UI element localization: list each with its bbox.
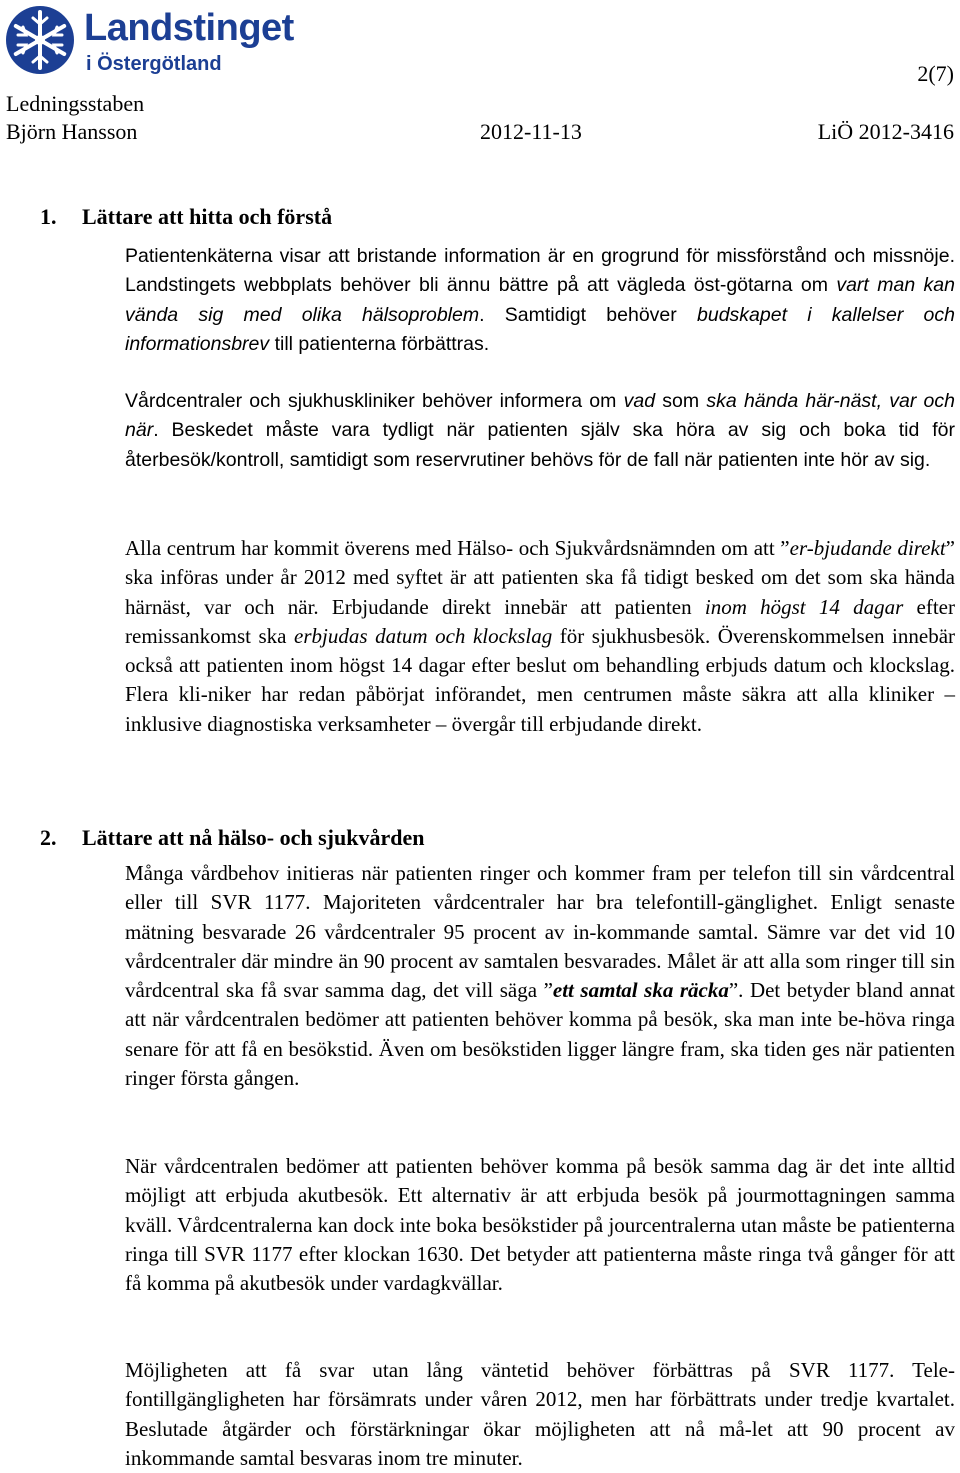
section-1-title: Lättare att hitta och förstå xyxy=(82,204,333,229)
section-2-paragraph-3: Möjligheten att få svar utan lång väntetid behöver förbättras på SVR 1177. Tele-fontillgängligheten har försämrats under våren 2012, men har förbättrats under tredje kvartalet. Beslutade åtgärder och förstärkningar ökar möjligheten att nå må-let att 90 procent av inkommande samtal besvaras inom tre minuter. xyxy=(125,1358,955,1470)
emphasis: budskapet i kallelser och informationsbrev xyxy=(125,303,955,355)
text-run: . Samtidigt behöver xyxy=(479,303,697,326)
emphasis: vad xyxy=(623,390,656,412)
department: Ledningsstaben xyxy=(6,91,145,116)
page-number: 2(7) xyxy=(917,61,954,86)
section-1-paragraph-3 xyxy=(125,534,955,739)
text-run: efter remissankomst ska xyxy=(125,594,955,648)
emphasis: ska hända här-näst, var och när xyxy=(125,390,955,442)
section-1-paragraph-2 xyxy=(125,387,955,475)
section-2-heading xyxy=(40,824,424,852)
text-run: för sjukhusbesök. Överenskommelsen innebär också att patienten inom högst 14 dagar efter beslut om behandling erbjuds datum och klockslag. Flera kli-niker har redan påbörjat införandet, men centrumen måste säkra att alla kliniker – inklusive diagnostiska verksamheter – övergår till erbjudande direkt. xyxy=(125,623,956,736)
text-run: Patientenkäterna visar att bristande information är en grogrund för missförstånd och missnöje. Landstingets webbplats behöver bli ännu bättre på att vägleda öst-götarna om xyxy=(125,245,955,297)
section-1-paragraph-1 xyxy=(125,242,955,359)
emphasis: vart man kan vända sig med olika hälsoproblem xyxy=(125,274,955,326)
emphasis: ett samtal ska räcka xyxy=(552,978,729,1003)
text-run: ”. Det betyder bland annat att när vårdcentralen bedömer att patienten behöver komma på besök, ska man inte be-höva ringa senare för att få en besökstid. Även om besökstiden ligger längre fram, ska tiden ges när patienten ringer första gången. xyxy=(125,978,955,1091)
section-1-number: 1. xyxy=(40,204,57,229)
section-1-heading xyxy=(40,203,332,231)
text-run: Många vårdbehov initieras när patienten ringer och kommer fram per telefon till sin vårdcentral eller till SVR 1177. Majoriteten vårdcentraler har bra telefontill-gänglighet. Enligt senaste mätning besvarade 26 vårdcentraler 95 procent av in-kommande samtal. Sämre var det vid 10 vårdcentraler där mindre än 90 procent av samtalen besvarades. Målet är att alla som ringer till sin vårdcentral ska få svar samma dag, det vill säga ” xyxy=(125,861,955,1003)
text-run: . Beskedet måste vara tydligt när patienten själv ska höra av sig och boka tid för återbesök/kontroll, samtidigt som reservrutiner behövs för de fall när patienten inte hör av sig. xyxy=(125,419,955,471)
author: Björn Hansson xyxy=(6,119,138,144)
emphasis: erbjudas datum och klockslag xyxy=(294,623,553,648)
text-run: till patienterna förbättras. xyxy=(269,332,490,355)
section-2-title: Lättare att nå hälso- och sjukvården xyxy=(82,825,425,850)
landstinget-logo xyxy=(4,2,324,82)
emphasis: inom högst 14 dagar xyxy=(704,594,904,619)
text-run: som xyxy=(655,390,707,412)
logo-subtitle: i Östergötland xyxy=(86,53,222,75)
text-run: Alla centrum har kommit överens med Hälso- och Sjukvårdsnämnden om att ” xyxy=(125,536,790,560)
emphasis: er-bjudande direkt xyxy=(789,536,946,560)
text-run: Vårdcentraler och sjukhuskliniker behöver informera om xyxy=(125,390,624,412)
logo-wordmark: Landstinget xyxy=(84,7,294,49)
document-date: 2012-11-13 xyxy=(480,119,582,144)
section-2-number: 2. xyxy=(40,825,57,850)
section-2-paragraph-2: När vårdcentralen bedömer att patienten behöver komma på besök samma dag är det inte alltid möjligt att erbjuda akutbesök. Ett alternativ är att erbjuda besök på jourmottagningen samma kväll. Vårdcentralerna kan dock inte boka besökstider på jourcentralerna utan måste be patienterna ringa till SVR 1177 efter klockan 1630. Det betyder att patienterna måste ringa två gånger för att få komma på akutbesök under vardagkvällar. xyxy=(125,1154,955,1296)
document-reference: LiÖ 2012-3416 xyxy=(817,119,954,144)
snowflake-emblem-icon xyxy=(4,4,76,76)
section-2-paragraph-1 xyxy=(125,859,955,1093)
text-run: ” ska införas under år 2012 med syftet är att patienten ska få tidigt besked om det som ska hända härnäst, var och när. Erbjudande direkt innebär att patienten xyxy=(125,536,955,619)
